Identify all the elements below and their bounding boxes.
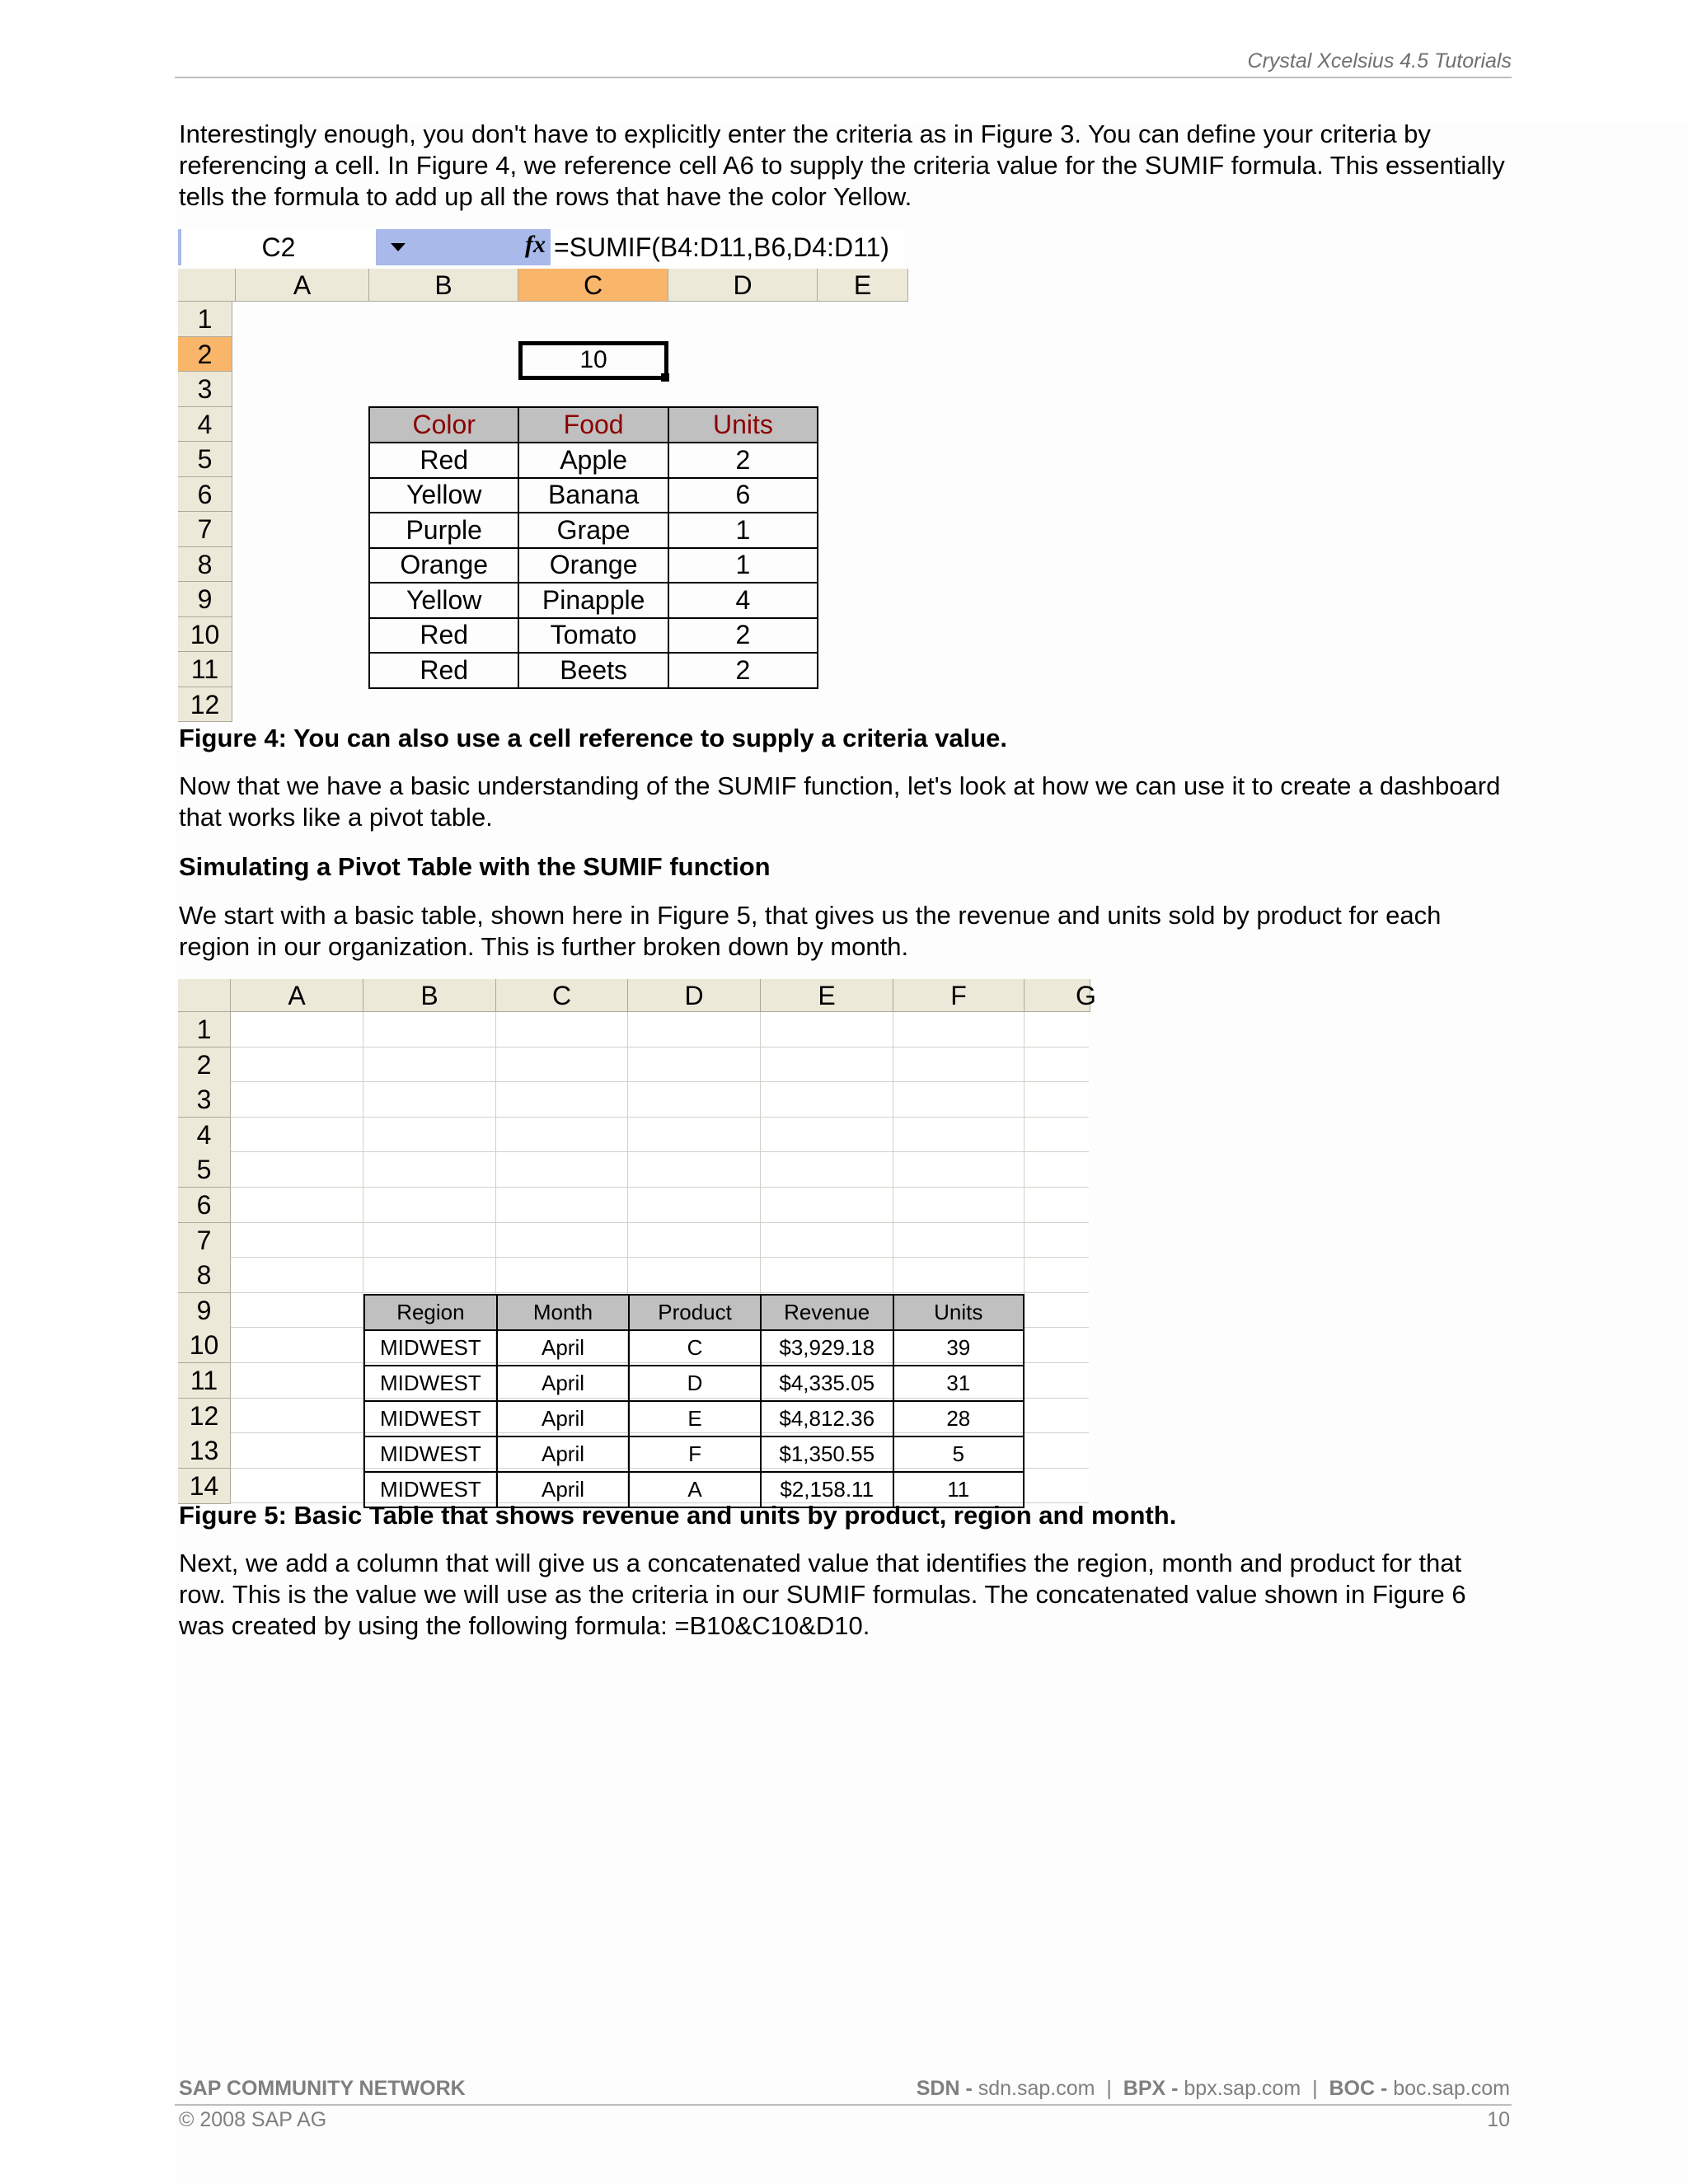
table-cell[interactable]: Yellow <box>369 478 518 513</box>
table-cell[interactable]: 1 <box>668 513 818 548</box>
table-cell[interactable]: $3,929.18 <box>761 1330 893 1366</box>
table-cell[interactable]: 5 <box>893 1436 1024 1472</box>
table-cell[interactable]: Beets <box>518 653 668 688</box>
row-header-5[interactable]: 5 <box>178 442 232 477</box>
running-header: Crystal Xcelsius 4.5 Tutorials <box>1247 49 1512 73</box>
table-row <box>364 1436 1024 1472</box>
row-header-12[interactable]: 12 <box>178 687 232 723</box>
table-cell[interactable]: MIDWEST <box>364 1436 497 1472</box>
row-header-14[interactable]: 14 <box>178 1469 231 1504</box>
footer-rule <box>175 2104 1512 2106</box>
table-cell[interactable]: C <box>629 1330 761 1366</box>
section-heading: Simulating a Pivot Table with the SUMIF function <box>179 852 771 881</box>
column-header-c[interactable]: C <box>518 269 668 302</box>
table-cell[interactable]: 2 <box>668 653 818 688</box>
figure-5-data-table <box>363 1294 1025 1508</box>
footer-link-sdn[interactable]: sdn.sap.com <box>978 2077 1095 2100</box>
table-cell[interactable]: MIDWEST <box>364 1330 497 1366</box>
row-header-4[interactable]: 4 <box>178 407 232 443</box>
column-header-b[interactable]: B <box>363 979 496 1012</box>
footer-link-label-sdn: SDN - <box>916 2077 978 2100</box>
table-header-cell[interactable]: Food <box>518 407 668 443</box>
table-row <box>369 443 818 478</box>
row-header-2[interactable]: 2 <box>178 337 232 373</box>
table-cell[interactable]: E <box>629 1401 761 1436</box>
footer-separator: | <box>1312 2077 1318 2100</box>
column-header-c[interactable]: C <box>496 979 628 1012</box>
footer-links <box>917 2077 1510 2101</box>
column-header-a[interactable]: A <box>231 979 363 1012</box>
figure-5-spreadsheet <box>178 979 1096 1502</box>
table-row <box>369 513 818 548</box>
row-header-6[interactable]: 6 <box>178 1188 231 1223</box>
table-cell[interactable]: Grape <box>518 513 668 548</box>
row-header-5[interactable]: 5 <box>178 1152 231 1188</box>
select-all-corner[interactable] <box>178 979 231 1012</box>
table-header-cell[interactable]: Product <box>629 1295 761 1330</box>
row-header-1[interactable]: 1 <box>178 302 232 337</box>
table-cell[interactable]: 31 <box>893 1366 1024 1401</box>
table-cell[interactable]: Banana <box>518 478 668 513</box>
select-all-corner[interactable] <box>178 269 236 302</box>
table-cell[interactable]: D <box>629 1366 761 1401</box>
function-icon[interactable]: fx <box>525 231 546 258</box>
table-cell[interactable]: MIDWEST <box>364 1401 497 1436</box>
gridline <box>231 1151 1089 1152</box>
table-cell[interactable]: Red <box>369 618 518 654</box>
paragraph-concatenation: Next, we add a column that will give us a concatenated value that identifies the region, month and product for that row. This is the value we will use as the criteria in our SUMIF formulas. The concatenated value shown in Figure 6 was created by using the following formula: =B10&C10&D10. <box>179 1549 1466 1640</box>
table-cell[interactable]: Orange <box>369 548 518 583</box>
table-cell[interactable]: April <box>497 1330 629 1366</box>
table-cell[interactable]: $2,158.11 <box>761 1472 893 1507</box>
row-header-13[interactable]: 13 <box>178 1433 231 1469</box>
row-header-10[interactable]: 10 <box>178 617 232 653</box>
table-header-cell[interactable]: Month <box>497 1295 629 1330</box>
footer-link-bpx[interactable]: bpx.sap.com <box>1184 2077 1301 2100</box>
table-cell[interactable]: 6 <box>668 478 818 513</box>
table-cell[interactable]: $4,335.05 <box>761 1366 893 1401</box>
column-header-g[interactable]: G <box>1025 979 1090 1012</box>
figure-4-data-table <box>368 406 818 689</box>
table-cell[interactable]: Yellow <box>369 583 518 618</box>
gridline <box>231 1222 1089 1223</box>
table-cell[interactable]: Pinapple <box>518 583 668 618</box>
fill-handle[interactable] <box>661 373 669 382</box>
table-row <box>369 618 818 654</box>
table-header-cell[interactable]: Color <box>369 407 518 443</box>
table-header-cell[interactable]: Region <box>364 1295 497 1330</box>
column-header-b[interactable]: B <box>369 269 518 302</box>
footer-network: SAP COMMUNITY NETWORK <box>179 2077 466 2100</box>
row-header-1[interactable]: 1 <box>178 1012 231 1047</box>
row-header-6[interactable]: 6 <box>178 477 232 513</box>
table-header-row <box>364 1295 1024 1330</box>
formula-input[interactable]: =SUMIF(B4:D11,B6,D4:D11) <box>554 232 889 262</box>
row-header-7[interactable]: 7 <box>178 1223 231 1258</box>
table-cell[interactable]: MIDWEST <box>364 1472 497 1507</box>
paragraph-intro-dashboard: Now that we have a basic understanding of the SUMIF function, let's look at how we can use it to create a dashboard that works like a pivot table. <box>179 771 1501 832</box>
table-row <box>369 583 818 618</box>
table-cell[interactable]: 28 <box>893 1401 1024 1436</box>
table-row <box>369 478 818 513</box>
name-box-value: C2 <box>261 232 296 262</box>
active-cell-c2[interactable]: 10 <box>518 341 668 380</box>
table-cell[interactable]: April <box>497 1436 629 1472</box>
row-header-9[interactable]: 9 <box>178 1293 231 1329</box>
column-header-d[interactable]: D <box>628 979 761 1012</box>
table-row <box>369 653 818 688</box>
row-header-3[interactable]: 3 <box>178 372 232 407</box>
table-cell[interactable]: Apple <box>518 443 668 478</box>
table-cell[interactable]: $4,812.36 <box>761 1401 893 1436</box>
table-row <box>364 1330 1024 1366</box>
table-cell[interactable]: Purple <box>369 513 518 548</box>
column-header-f[interactable]: F <box>893 979 1025 1012</box>
table-cell[interactable]: April <box>497 1366 629 1401</box>
column-header-e[interactable]: E <box>761 979 893 1012</box>
table-header-row <box>369 407 818 443</box>
figure-4-spreadsheet <box>178 229 903 724</box>
figure-5-caption: Figure 5: Basic Table that shows revenue and units by product, region and month. <box>179 1501 1177 1530</box>
header-rule <box>175 77 1512 78</box>
row-header-11[interactable]: 11 <box>178 1363 231 1399</box>
chevron-down-icon <box>391 243 406 251</box>
footer-link-label-bpx: BPX - <box>1123 2077 1184 2100</box>
name-box[interactable] <box>181 229 551 265</box>
table-cell[interactable]: MIDWEST <box>364 1366 497 1401</box>
table-cell[interactable]: F <box>629 1436 761 1472</box>
row-header-12[interactable]: 12 <box>178 1399 231 1434</box>
row-header-7[interactable]: 7 <box>178 512 232 547</box>
row-header-10[interactable]: 10 <box>178 1328 231 1363</box>
table-cell[interactable]: 39 <box>893 1330 1024 1366</box>
row-header-11[interactable]: 11 <box>178 652 232 687</box>
table-cell[interactable]: Red <box>369 653 518 688</box>
table-header-cell[interactable]: Units <box>668 407 818 443</box>
table-row <box>369 548 818 583</box>
table-cell[interactable]: Orange <box>518 548 668 583</box>
gridline <box>231 1187 1089 1188</box>
row-header-3[interactable]: 3 <box>178 1082 231 1118</box>
table-cell[interactable]: $1,350.55 <box>761 1436 893 1472</box>
gridline <box>231 1117 1089 1118</box>
table-cell[interactable]: April <box>497 1401 629 1436</box>
row-header-2[interactable]: 2 <box>178 1047 231 1083</box>
row-header-8[interactable]: 8 <box>178 1258 231 1293</box>
column-header-e[interactable]: E <box>818 269 908 302</box>
gridline <box>231 1292 1089 1293</box>
table-cell[interactable]: 4 <box>668 583 818 618</box>
formula-bar <box>178 229 903 265</box>
table-row <box>364 1366 1024 1401</box>
copyright: © 2008 SAP AG <box>179 2108 327 2131</box>
footer-separator: | <box>1106 2077 1112 2100</box>
table-cell[interactable]: Tomato <box>518 618 668 654</box>
table-header-cell[interactable]: Units <box>893 1295 1024 1330</box>
table-header-cell[interactable]: Revenue <box>761 1295 893 1330</box>
table-cell[interactable]: 2 <box>668 618 818 654</box>
table-cell[interactable]: A <box>629 1472 761 1507</box>
table-cell[interactable]: 11 <box>893 1472 1024 1507</box>
row-header-8[interactable]: 8 <box>178 547 232 583</box>
column-header-a[interactable]: A <box>236 269 369 302</box>
table-cell[interactable]: Red <box>369 443 518 478</box>
table-cell[interactable]: 2 <box>668 443 818 478</box>
gridline <box>231 1081 1089 1082</box>
gridline <box>231 1257 1089 1258</box>
figure-4-caption: Figure 4: You can also use a cell reference to supply a criteria value. <box>179 724 1008 752</box>
name-box-dropdown[interactable] <box>376 229 551 265</box>
paragraph-criteria-reference: Interestingly enough, you don't have to explicitly enter the criteria as in Figure 3. You can define your criteria by referencing a cell. In Figure 4, we reference cell A6 to supply the criteria value for the SUMIF formula. This essentially tells the formula to add up all the rows that have the color Yellow. <box>179 120 1505 211</box>
paragraph-basic-table: We start with a basic table, shown here in Figure 5, that gives us the revenue and units sold by product for each region in our organization. This is further broken down by month. <box>179 901 1442 961</box>
table-row <box>364 1401 1024 1436</box>
table-cell[interactable]: April <box>497 1472 629 1507</box>
footer-link-boc[interactable]: boc.sap.com <box>1393 2077 1510 2100</box>
table-cell[interactable]: 1 <box>668 548 818 583</box>
column-header-d[interactable]: D <box>668 269 818 302</box>
page-number: 10 <box>1487 2108 1510 2131</box>
row-header-4[interactable]: 4 <box>178 1118 231 1153</box>
row-header-9[interactable]: 9 <box>178 582 232 617</box>
footer-link-label-boc: BOC - <box>1329 2077 1394 2100</box>
